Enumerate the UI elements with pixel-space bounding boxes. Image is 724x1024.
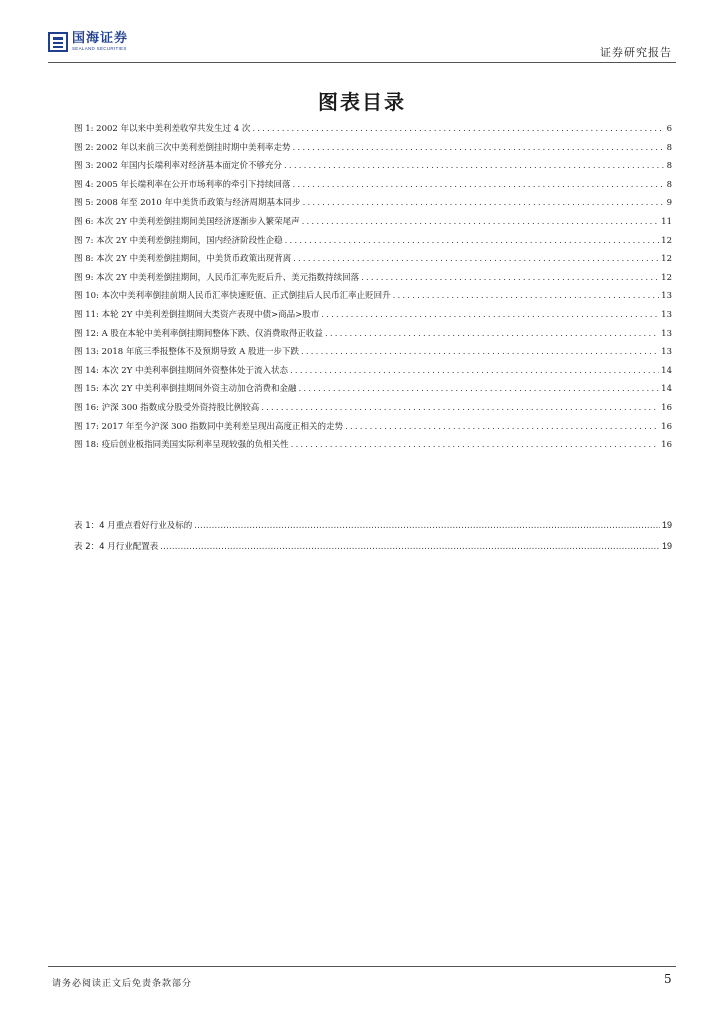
toc-leader-dots [302,217,660,227]
toc-entry-page: 8 [666,179,672,190]
toc-entry[interactable] [74,308,672,322]
toc-entry-label: 图 5: 2008 年至 2010 年中美货币政策与经济周期基本同步 [74,198,301,209]
toc-entry-page: 13 [661,347,672,358]
logo-chinese-name: 国海证券 [72,31,129,47]
toc-entry[interactable] [74,438,672,452]
toc-entry-label: 图 18: 疫后创业板指同美国实际利率呈现较强的负相关性 [74,440,289,451]
page-title: 图表目录 [318,90,406,114]
toc-leader-dots [393,291,660,301]
toc-leader-dots [160,542,660,552]
toc-entry-label: 图 8: 本次 2Y 中美利差倒挂期间，中美货币政策出现背离 [74,254,292,265]
toc-entry-label: 图 12: A 股在本轮中美利率倒挂期间整体下跌、仅消费取得正收益 [74,328,323,339]
logo-english-name: SEALAND SECURITIES [72,46,127,52]
sealand-logo-icon [48,32,68,52]
toc-leader-dots [299,384,660,394]
toc-entry-page: 9 [666,198,672,209]
toc-entry-label: 图 17: 2017 年至今沪深 300 指数同中美利差呈现出高度正相关的走势 [74,421,344,432]
toc-entry-page: 12 [661,254,672,265]
toc-entry-page: 13 [661,310,672,320]
toc-entry-page: 12 [661,235,672,246]
footer-divider [48,966,676,967]
toc-entry-page: 11 [661,217,672,227]
toc-leader-dots [293,254,659,264]
toc-leader-dots [301,347,659,357]
toc-entry[interactable] [74,540,672,554]
toc-leader-dots [361,273,659,283]
toc-entry[interactable] [74,382,672,396]
footer-disclaimer: 请务必阅读正文后免责条款部分 [52,979,193,989]
report-type: 证券研究报告 [600,46,672,59]
toc-entry-label: 图 2: 2002 年以来前三次中美利差倒挂时期中美利率走势 [74,142,291,153]
toc-entry-label: 图 13: 2018 年底三季报整体不及预期导致 A 股进一步下跌 [74,347,299,358]
toc-entry-label: 图 7: 本次 2Y 中美利差倒挂期间，国内经济阶段性企稳 [74,235,283,246]
toc-entry-label: 图 15: 本次 2Y 中美利率倒挂期间外资主动加仓消费和金融 [74,384,297,395]
page-number: 5 [664,972,672,986]
toc-entry-page: 14 [661,365,672,376]
toc-entry-label: 图 6: 本次 2Y 中美利差倒挂期间美国经济逐渐步入繁荣尾声 [74,217,300,227]
toc-entry-page: 8 [666,161,672,172]
toc-entry-page: 16 [661,440,672,451]
toc-entry-page: 6 [666,124,672,134]
toc-entry[interactable] [74,252,672,266]
toc-entry-label: 图 9: 本次 2Y 中美利差倒挂期间，人民币汇率先贬后升、美元指数持续回落 [74,272,360,283]
toc-entry[interactable] [74,215,672,229]
toc-entry[interactable] [74,122,672,136]
toc-entry-label: 图 11: 本轮 2Y 中美利差倒挂期间大类资产表现中债>商品>股市 [74,310,320,320]
toc-entry-label: 图 4: 2005 年长端利率在公开市场利率的牵引下持续回落 [74,179,291,190]
toc-leader-dots [291,440,660,450]
toc-entry[interactable] [74,327,672,341]
toc-entry[interactable] [74,519,672,533]
toc-entry-label: 表 2：4 月行业配置表 [74,541,159,552]
toc-entry[interactable] [74,178,672,192]
toc-entry[interactable] [74,159,672,173]
toc-entry-page: 8 [666,142,672,153]
toc-entry-page: 13 [661,291,672,302]
toc-entry[interactable] [74,141,672,155]
toc-entry[interactable] [74,271,672,285]
toc-leader-dots [252,124,664,134]
toc-entry-page: 16 [661,403,672,413]
toc-leader-dots [261,403,659,413]
toc-entry[interactable] [74,420,672,434]
toc-entry-page: 13 [661,328,672,339]
toc-entry[interactable] [74,401,672,415]
toc-entry-page: 16 [661,421,672,432]
toc-leader-dots [290,366,659,376]
toc-entry[interactable] [74,345,672,359]
toc-entry[interactable] [74,289,672,303]
page-header [48,32,676,60]
toc-leader-dots [285,236,660,246]
toc-entry[interactable] [74,196,672,210]
toc-leader-dots [293,143,665,153]
toc-leader-dots [303,198,665,208]
toc-entry-page: 19 [661,520,672,530]
toc-entry[interactable] [74,234,672,248]
toc-entry-label: 表 1：4 月重点看好行业及标的 [74,521,193,531]
toc-entry-label: 图 14: 本次 2Y 中美利率倒挂期间外资整体处于流入状态 [74,365,289,376]
toc-entry-label: 图 16: 沪深 300 指数成分股受外资持股比例较高 [74,403,260,413]
toc-entry-label: 图 10: 本次中美利率倒挂前期人民币汇率快速贬值、正式倒挂后人民币汇率止贬回升 [74,291,391,302]
toc-entry-label: 图 3: 2002 年国内长端利率对经济基本面定价不够充分 [74,161,283,172]
header-divider [48,62,676,63]
toc-entry[interactable] [74,364,672,378]
toc-leader-dots [345,422,659,432]
toc-entry-page: 19 [661,540,672,551]
toc-leader-dots [325,329,659,339]
toc-entry-page: 14 [661,384,672,395]
toc-leader-dots [321,310,659,320]
company-logo [48,32,128,52]
toc-entry-label: 图 1: 2002 年以来中美利差收窄共发生过 4 次 [74,124,251,134]
toc-leader-dots [293,180,665,190]
toc-leader-dots [194,521,660,531]
toc-entry-page: 12 [661,272,672,283]
toc-leader-dots [284,161,665,171]
